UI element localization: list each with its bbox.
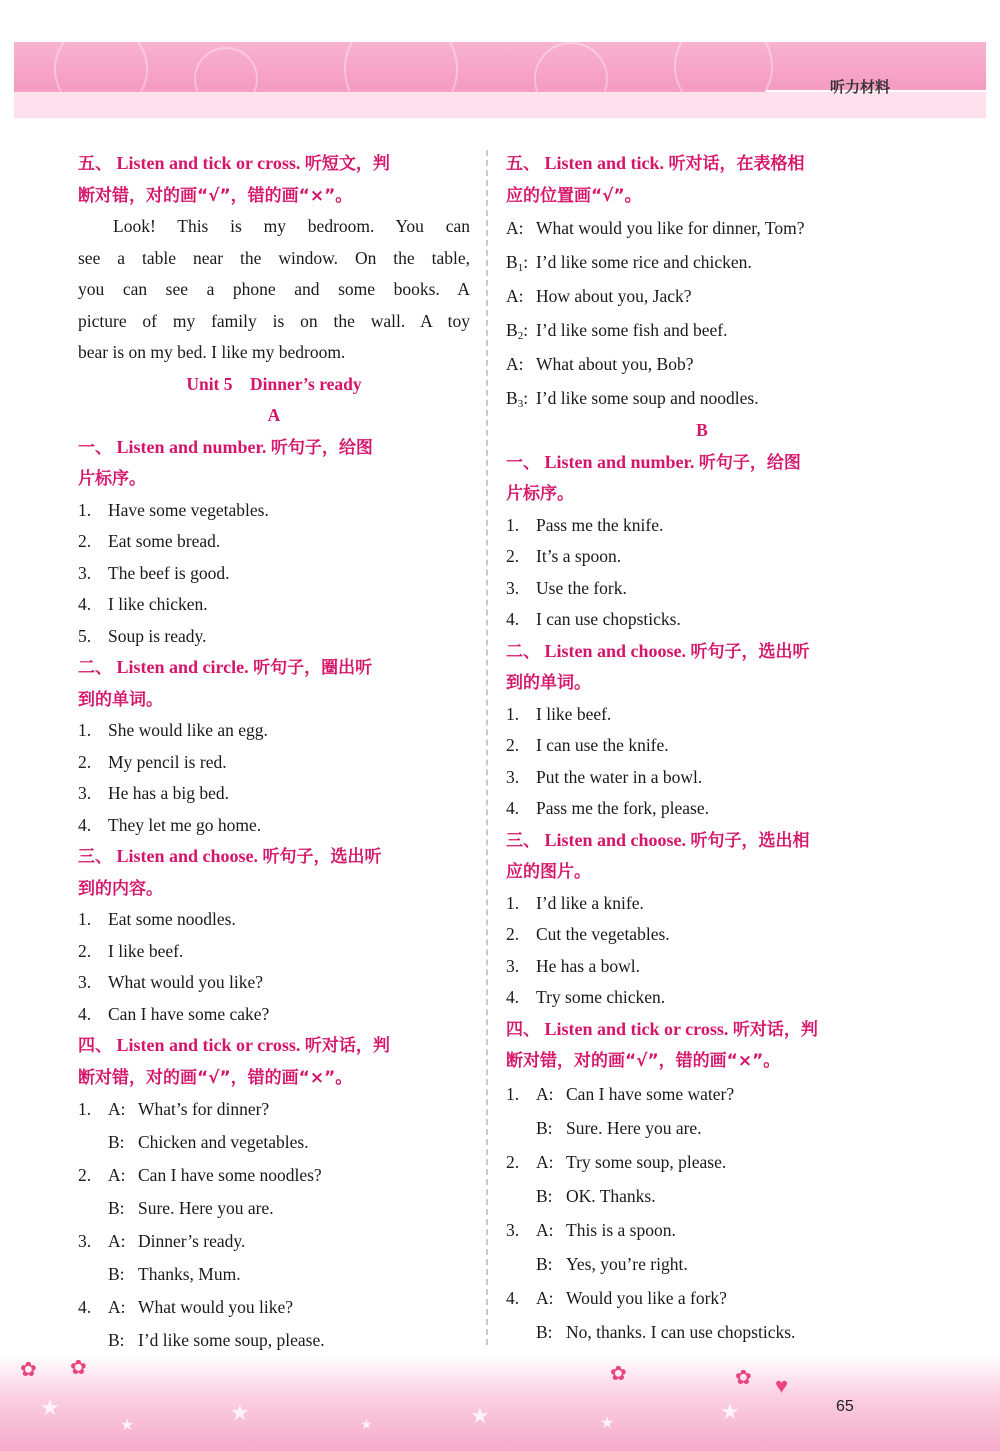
list-item bbox=[78, 715, 470, 747]
list-item bbox=[506, 541, 898, 573]
item-number: 1. bbox=[506, 892, 520, 913]
heading-en: Listen and choose. bbox=[544, 829, 687, 850]
speaker-letter: B bbox=[506, 388, 518, 408]
item-text: Pass me the knife. bbox=[536, 514, 664, 535]
star-icon: ★ bbox=[360, 1418, 373, 1433]
heading-number: 三、 bbox=[78, 847, 112, 867]
dialogue-text: Thanks, Mum. bbox=[138, 1264, 241, 1284]
list-item bbox=[506, 982, 898, 1014]
speaker-label: $B_3$: bbox=[506, 388, 529, 410]
section-heading-cont bbox=[78, 180, 470, 212]
dialogue-line bbox=[78, 1126, 470, 1159]
item-number: 4. bbox=[78, 1003, 92, 1024]
passage-line: you can see a phone and some books. A bbox=[78, 279, 470, 299]
speaker-label: $B_1$: bbox=[506, 252, 529, 274]
heading-cn: 片标序。 bbox=[78, 469, 146, 489]
heading-en: Listen and choose. bbox=[116, 846, 259, 866]
dialogue-line bbox=[506, 279, 898, 313]
section-heading bbox=[78, 1030, 470, 1062]
dialogue-line bbox=[78, 1225, 470, 1258]
item-number: 4. bbox=[506, 1287, 520, 1308]
speaker-subscript: 2 bbox=[517, 330, 524, 342]
item-number: 1. bbox=[506, 703, 520, 724]
dialogue-line bbox=[506, 1213, 898, 1247]
dialogue-text: What’s for dinner? bbox=[138, 1099, 270, 1119]
heading-number: 一、 bbox=[506, 452, 540, 473]
item-number: 3. bbox=[506, 955, 520, 976]
item-text: Soup is ready. bbox=[108, 625, 207, 646]
item-text: He has a big bed. bbox=[108, 783, 230, 803]
dialogue-line bbox=[78, 1093, 470, 1126]
section-heading bbox=[506, 636, 898, 668]
item-number: 1. bbox=[78, 909, 92, 929]
list-item bbox=[506, 951, 898, 983]
section-heading-cont bbox=[78, 463, 470, 495]
speaker-label: A: bbox=[108, 1099, 126, 1119]
item-text: The beef is good. bbox=[108, 562, 230, 583]
speaker-label: B: bbox=[108, 1330, 125, 1350]
speaker-label: A: bbox=[506, 354, 524, 374]
item-number: 2. bbox=[78, 1165, 92, 1185]
heading-number: 二、 bbox=[78, 658, 112, 678]
heading-cn: 断对错，对的画“√”，错的画“×”。 bbox=[78, 185, 353, 206]
speaker-subscript: 3 bbox=[517, 398, 524, 410]
speaker-label: B: bbox=[536, 1321, 553, 1342]
heading-number: 一、 bbox=[78, 437, 112, 458]
item-number: 3. bbox=[78, 972, 92, 992]
dialogue-text: How about you, Jack? bbox=[536, 286, 692, 306]
list-item bbox=[78, 526, 470, 558]
item-number: 2. bbox=[506, 735, 520, 755]
list-item bbox=[506, 888, 898, 920]
flower-icon: ✿ bbox=[70, 1357, 87, 1379]
item-text: I’d like a knife. bbox=[536, 892, 644, 913]
heading-cn: 听句子，选出听 bbox=[262, 847, 382, 867]
item-text: Try some chicken. bbox=[536, 987, 666, 1007]
heading-en: Listen and tick. bbox=[544, 153, 665, 173]
dialogue-text: Sure. Here you are. bbox=[566, 1117, 702, 1138]
dialogue-line bbox=[506, 211, 898, 245]
passage-line: Look! This is my bedroom. You can bbox=[113, 216, 470, 236]
item-number: 3. bbox=[506, 577, 520, 598]
part-label: A bbox=[267, 405, 281, 425]
heading-en: Listen and tick or cross. bbox=[116, 153, 301, 173]
item-number: 1. bbox=[506, 514, 520, 535]
heading-en: Listen and tick or cross. bbox=[116, 1035, 301, 1055]
star-icon: ★ bbox=[230, 1400, 250, 1425]
section-heading bbox=[78, 432, 470, 464]
heading-cn: 听句子，选出相 bbox=[690, 830, 810, 851]
speaker-label: B: bbox=[108, 1264, 125, 1284]
dialogue-line bbox=[506, 1179, 898, 1213]
left-column bbox=[78, 148, 470, 1357]
section-heading-cont bbox=[506, 667, 898, 699]
dialogue-text: What would you like for dinner, Tom? bbox=[536, 218, 805, 238]
item-text: What would you like? bbox=[108, 972, 264, 992]
item-text: Cut the vegetables. bbox=[536, 924, 670, 944]
dialogue-text: What would you like? bbox=[138, 1297, 294, 1317]
speaker-label: B: bbox=[108, 1198, 125, 1218]
unit-title: Unit 5 Dinner’s ready bbox=[186, 373, 362, 394]
heading-cn: 听句子，选出听 bbox=[690, 641, 810, 662]
list-item bbox=[78, 967, 470, 999]
list-item bbox=[506, 793, 898, 825]
heading-en: Listen and tick or cross. bbox=[544, 1018, 729, 1039]
heading-number: 四、 bbox=[506, 1019, 540, 1040]
item-text: I can use the knife. bbox=[536, 735, 669, 755]
heading-cn: 到的内容。 bbox=[78, 878, 163, 899]
dialogue-line bbox=[506, 1145, 898, 1179]
list-item bbox=[78, 778, 470, 810]
dialogue-line bbox=[506, 347, 898, 381]
dialogue-line bbox=[506, 1247, 898, 1281]
list-item bbox=[506, 510, 898, 542]
speaker-subscript: 1 bbox=[517, 262, 524, 274]
dialogue-text: I’d like some fish and beef. bbox=[536, 320, 728, 340]
section-heading-cont bbox=[78, 684, 470, 716]
item-number: 3. bbox=[78, 562, 92, 583]
item-text: Pass me the fork, please. bbox=[536, 798, 710, 818]
list-item bbox=[78, 589, 470, 621]
item-text: Have some vegetables. bbox=[108, 499, 269, 520]
speaker-label: A: bbox=[506, 286, 524, 306]
column-divider bbox=[486, 150, 488, 1345]
dialogue-text: Dinner’s ready. bbox=[138, 1231, 246, 1251]
section-heading-cont bbox=[506, 856, 898, 888]
item-text: I like beef. bbox=[108, 940, 184, 961]
heading-cn: 断对错，对的画“√”，错的画“×”。 bbox=[78, 1067, 353, 1088]
list-item bbox=[78, 810, 470, 842]
page-number: 65 bbox=[836, 1398, 854, 1415]
section-heading-cont bbox=[506, 180, 898, 212]
item-text: Can I have some cake? bbox=[108, 1003, 270, 1024]
list-item bbox=[506, 573, 898, 605]
item-text: My pencil is red. bbox=[108, 751, 227, 772]
dialogue-line bbox=[506, 245, 898, 279]
item-number: 1. bbox=[506, 1083, 520, 1104]
heading-number: 五、 bbox=[506, 154, 540, 174]
star-icon: ★ bbox=[720, 1399, 740, 1424]
item-number: 1. bbox=[78, 1099, 92, 1119]
star-icon: ★ bbox=[40, 1395, 60, 1420]
heading-cn: 片标序。 bbox=[506, 484, 574, 504]
star-icon: ★ bbox=[120, 1417, 135, 1434]
dialogue-line bbox=[506, 1111, 898, 1145]
item-text: She would like an egg. bbox=[108, 720, 268, 740]
section-heading-cont bbox=[78, 1062, 470, 1094]
item-text: Use the fork. bbox=[536, 577, 627, 598]
speaker-letter: B bbox=[506, 320, 518, 340]
heading-number: 二、 bbox=[506, 641, 540, 662]
dialogue-text: This is a spoon. bbox=[566, 1219, 676, 1240]
speaker-label: A: bbox=[506, 218, 524, 238]
dialogue-text: Can I have some noodles? bbox=[138, 1165, 322, 1185]
section-heading bbox=[78, 841, 470, 873]
list-item bbox=[506, 919, 898, 951]
speaker-label: $B_2$: bbox=[506, 320, 529, 342]
section-heading bbox=[78, 148, 470, 180]
speaker-label: A: bbox=[108, 1297, 126, 1317]
star-icon: ★ bbox=[470, 1403, 490, 1428]
dialogue-text: OK. Thanks. bbox=[566, 1185, 656, 1206]
dialogue-line bbox=[78, 1291, 470, 1324]
star-icon: ★ bbox=[600, 1415, 615, 1432]
item-number: 2. bbox=[78, 531, 92, 551]
item-number: 2. bbox=[78, 751, 92, 772]
heading-cn: 应的位置画“√”。 bbox=[506, 185, 642, 206]
dialogue-line bbox=[506, 1281, 898, 1315]
section-heading bbox=[506, 148, 898, 180]
dialogue-text: What about you, Bob? bbox=[536, 354, 694, 374]
heading-number: 三、 bbox=[506, 830, 540, 851]
list-item bbox=[78, 904, 470, 936]
speaker-label: A: bbox=[536, 1219, 554, 1240]
heading-cn: 应的图片。 bbox=[506, 862, 591, 882]
speaker-label: B: bbox=[536, 1185, 553, 1206]
heading-cn: 听对话，在表格相 bbox=[668, 154, 805, 174]
item-text: Eat some noodles. bbox=[108, 909, 236, 929]
item-text: They let me go home. bbox=[108, 814, 262, 835]
dialogue-text: I’d like some soup and noodles. bbox=[536, 388, 759, 408]
item-text: It’s a spoon. bbox=[536, 546, 622, 566]
right-column bbox=[506, 148, 898, 1349]
item-number: 4. bbox=[78, 814, 92, 835]
speaker-label: A: bbox=[536, 1083, 554, 1104]
item-text: I can use chopsticks. bbox=[536, 609, 681, 629]
speaker-letter: B bbox=[506, 252, 518, 272]
item-text: Eat some bread. bbox=[108, 531, 221, 551]
dialogue-text: No, thanks. I can use chopsticks. bbox=[566, 1321, 796, 1342]
item-number: 1. bbox=[78, 720, 92, 740]
flower-icon: ✿ bbox=[20, 1359, 37, 1381]
list-item bbox=[78, 936, 470, 968]
passage-line: picture of my family is on the wall. A toy bbox=[78, 310, 470, 331]
heart-icon: ♥ bbox=[775, 1373, 789, 1398]
heading-en: Listen and number. bbox=[116, 436, 267, 457]
list-item bbox=[506, 762, 898, 794]
dialogue-line bbox=[506, 1315, 898, 1349]
header-banner bbox=[14, 42, 986, 118]
heading-number: 四、 bbox=[78, 1036, 112, 1056]
item-number: 4. bbox=[506, 609, 520, 629]
heading-cn: 到的单词。 bbox=[78, 689, 163, 710]
speaker-label: B: bbox=[536, 1253, 553, 1274]
section-title: 听力材料 bbox=[829, 78, 890, 96]
dialogue-line bbox=[506, 381, 898, 415]
dialogue-line bbox=[78, 1192, 470, 1225]
dialogue-line bbox=[506, 313, 898, 347]
item-number: 2. bbox=[506, 924, 520, 944]
dialogue-text: Chicken and vegetables. bbox=[138, 1132, 309, 1152]
item-number: 4. bbox=[506, 987, 520, 1007]
section-heading-cont bbox=[506, 478, 898, 510]
dialogue-text: Try some soup, please. bbox=[566, 1151, 727, 1172]
part-label: B bbox=[696, 420, 708, 440]
dialogue-text: Sure. Here you are. bbox=[138, 1198, 274, 1218]
item-number: 1. bbox=[78, 499, 92, 520]
heading-number: 五、 bbox=[78, 154, 112, 174]
speaker-label: B: bbox=[108, 1132, 125, 1152]
dialogue-text: Can I have some water? bbox=[566, 1083, 735, 1104]
list-item bbox=[506, 699, 898, 731]
heading-en: Listen and number. bbox=[544, 451, 695, 472]
dialogue-line bbox=[506, 1077, 898, 1111]
item-number: 3. bbox=[506, 1219, 520, 1240]
heading-cn: 听对话，判 bbox=[732, 1019, 818, 1040]
section-heading bbox=[506, 825, 898, 857]
list-item bbox=[506, 730, 898, 762]
heading-cn: 断对错，对的画“√”，错的画“×”。 bbox=[506, 1051, 781, 1071]
list-item bbox=[78, 747, 470, 779]
section-heading bbox=[78, 652, 470, 684]
heading-cn: 听句子，给图 bbox=[698, 452, 801, 473]
item-number: 3. bbox=[78, 783, 92, 803]
flower-icon: ✿ bbox=[610, 1363, 627, 1385]
heading-cn: 听句子，圈出听 bbox=[253, 658, 373, 678]
list-item bbox=[78, 495, 470, 527]
dialogue-text: I’d like some rice and chicken. bbox=[536, 252, 752, 272]
item-text: I like beef. bbox=[536, 703, 612, 724]
list-item bbox=[78, 999, 470, 1031]
dialogue-text: Yes, you’re right. bbox=[566, 1253, 688, 1274]
heading-cn: 到的单词。 bbox=[506, 673, 591, 693]
item-number: 2. bbox=[506, 1151, 520, 1172]
speaker-label: A: bbox=[536, 1287, 554, 1308]
heading-en: Listen and choose. bbox=[544, 640, 687, 661]
dialogue-line bbox=[78, 1258, 470, 1291]
item-number: 2. bbox=[506, 546, 520, 566]
section-heading-cont bbox=[78, 873, 470, 905]
item-number: 3. bbox=[78, 1231, 92, 1251]
item-number: 4. bbox=[78, 594, 92, 614]
speaker-label: A: bbox=[536, 1151, 554, 1172]
section-heading-cont bbox=[506, 1045, 898, 1077]
item-text: He has a bowl. bbox=[536, 955, 641, 976]
dialogue-line bbox=[78, 1159, 470, 1192]
heading-cn: 听句子，给图 bbox=[270, 437, 373, 458]
item-number: 2. bbox=[78, 940, 92, 961]
heading-en: Listen and circle. bbox=[116, 657, 249, 677]
dialogue-text: I’d like some soup, please. bbox=[138, 1330, 325, 1350]
speaker-label: B: bbox=[536, 1117, 553, 1138]
flower-icon: ✿ bbox=[735, 1367, 752, 1389]
speaker-label: A: bbox=[108, 1231, 126, 1251]
item-number: 4. bbox=[78, 1297, 92, 1317]
section-heading bbox=[506, 1014, 898, 1046]
dialogue-line bbox=[78, 1324, 470, 1357]
list-item bbox=[78, 621, 470, 653]
item-text: I like chicken. bbox=[108, 594, 208, 614]
heading-cn: 听对话，判 bbox=[304, 1036, 390, 1056]
list-item bbox=[506, 604, 898, 636]
item-number: 3. bbox=[506, 766, 520, 787]
heading-cn: 听短文，判 bbox=[304, 154, 390, 174]
item-number: 4. bbox=[506, 798, 520, 818]
item-number: 5. bbox=[78, 625, 92, 646]
passage-line: bear is on my bed. I like my bedroom. bbox=[78, 342, 346, 362]
list-item bbox=[78, 558, 470, 590]
speaker-label: A: bbox=[108, 1165, 126, 1185]
dialogue-text: Would you like a fork? bbox=[566, 1287, 727, 1308]
passage-line: see a table near the window. On the table, bbox=[78, 247, 470, 268]
section-heading bbox=[506, 447, 898, 479]
item-text: Put the water in a bowl. bbox=[536, 766, 703, 787]
